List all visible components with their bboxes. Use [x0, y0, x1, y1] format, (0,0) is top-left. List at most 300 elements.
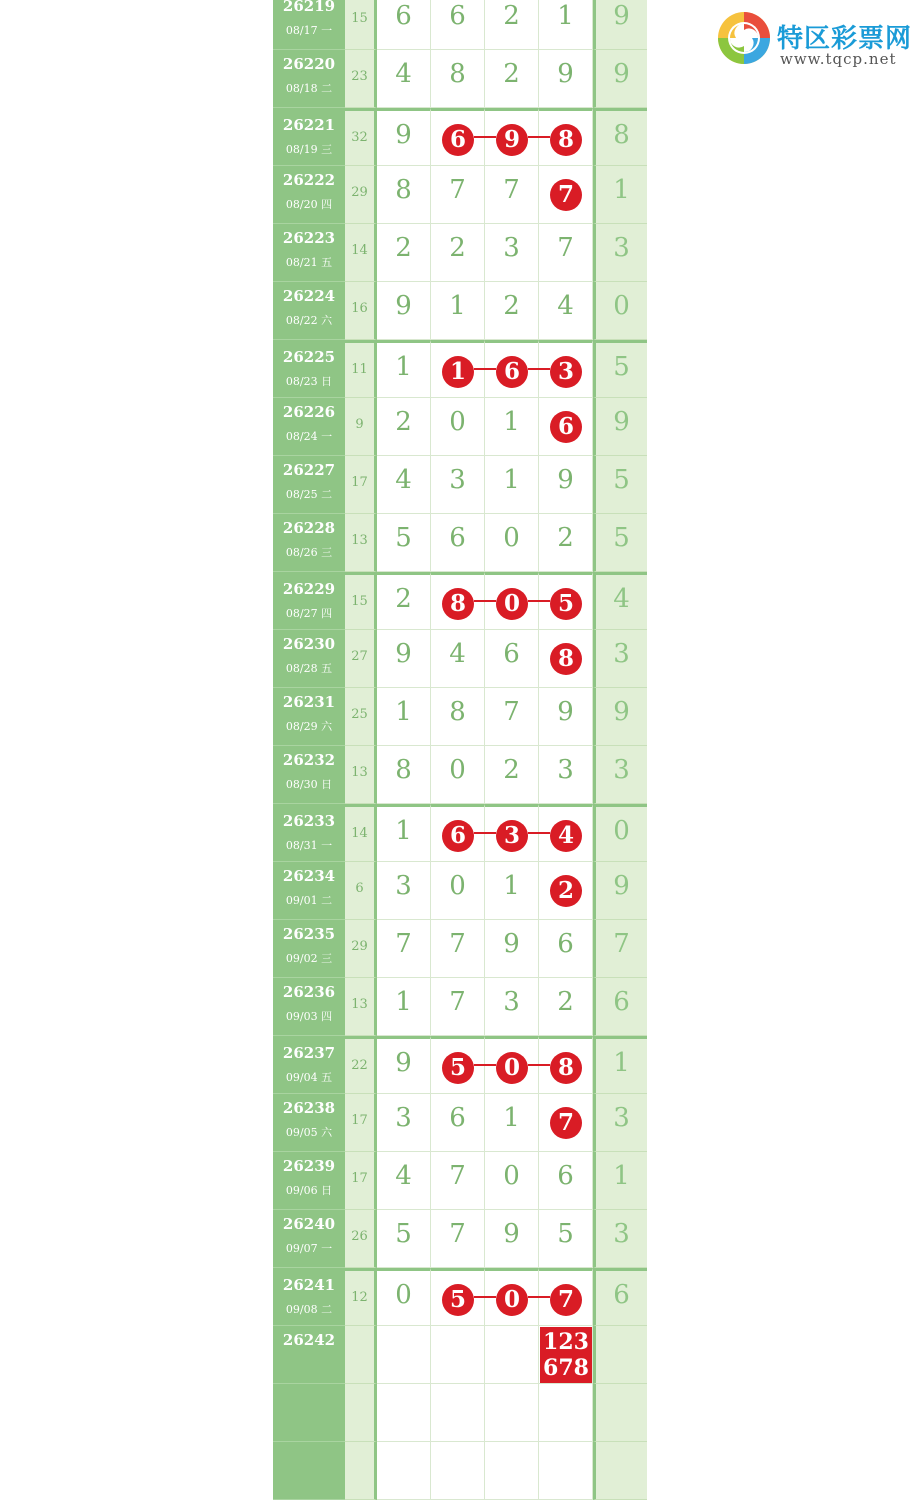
digit-cell: [539, 0, 593, 50]
extra-digit-value: 9: [613, 407, 630, 437]
extra-digit-value: 5: [613, 465, 630, 495]
highlight-ball: 5: [550, 588, 582, 620]
digit-value: 9: [557, 697, 574, 727]
highlight-ball: 5: [442, 1284, 474, 1316]
digit-value: 9: [395, 291, 412, 321]
digit-value: 1: [503, 871, 520, 901]
digit-cell: [431, 224, 485, 282]
highlight-ball: 3: [496, 820, 528, 852]
extra-digit-cell: [593, 746, 647, 804]
digit-cell: [539, 1384, 593, 1442]
issue-cell: [273, 630, 345, 688]
issue-date: 09/07 一: [285, 1242, 333, 1255]
issue-date: 09/06 日: [285, 1184, 333, 1197]
digit-cell: [377, 1094, 431, 1152]
digit-value: 5: [557, 1219, 574, 1249]
extra-digit-value: 5: [613, 523, 630, 553]
digit-cell: [377, 1210, 431, 1268]
issue-number: 26242: [282, 1331, 336, 1349]
sum-cell: [345, 920, 377, 978]
sum-value: 12: [351, 1290, 368, 1305]
issue-date: 08/22 六: [285, 314, 333, 327]
digit-cell: [485, 514, 539, 572]
issue-cell: [273, 282, 345, 340]
table-row: [273, 224, 647, 282]
digit-cell: [377, 978, 431, 1036]
issue-number: 26231: [282, 693, 336, 711]
sum-value: 11: [351, 362, 368, 377]
issue-cell: [273, 50, 345, 108]
issue-cell: [273, 1210, 345, 1268]
extra-digit-value: 9: [613, 697, 630, 727]
digit-value: 7: [557, 233, 574, 263]
issue-date: 08/19 三: [285, 143, 333, 156]
digit-value: 7: [449, 929, 466, 959]
issue-date: 08/30 日: [285, 778, 333, 791]
digit-cell: [377, 862, 431, 920]
digit-value: 5: [395, 523, 412, 553]
digit-cell: [539, 862, 593, 920]
issue-date: 08/27 四: [285, 607, 333, 620]
table-row: [273, 630, 647, 688]
digit-cell: [485, 978, 539, 1036]
digit-cell: [539, 224, 593, 282]
extra-digit-value: 3: [613, 755, 630, 785]
issue-date: 08/28 五: [285, 662, 333, 675]
digit-cell: [377, 282, 431, 340]
issue-date: 08/29 六: [285, 720, 333, 733]
table-row: [273, 1326, 647, 1384]
sum-cell: [345, 514, 377, 572]
prediction-line: 123: [543, 1329, 589, 1355]
sum-cell: [345, 282, 377, 340]
issue-number: 26220: [282, 55, 336, 73]
table-row: [273, 688, 647, 746]
extra-digit-value: 3: [613, 1219, 630, 1249]
table-row: [273, 166, 647, 224]
digit-cell: [377, 1268, 431, 1326]
digit-value: 6: [503, 639, 520, 669]
sum-value: 14: [351, 243, 368, 258]
digit-cell: [431, 978, 485, 1036]
digit-cell: [377, 166, 431, 224]
table-row: [273, 0, 647, 50]
highlight-ball: 0: [496, 1284, 528, 1316]
highlight-ball: 2: [550, 875, 582, 907]
extra-digit-cell: [593, 1036, 647, 1094]
extra-digit-value: 1: [613, 175, 630, 205]
sum-value: 29: [351, 185, 368, 200]
digit-cell: [431, 0, 485, 50]
issue-number: 26236: [282, 983, 336, 1001]
issue-date: 08/20 四: [285, 198, 333, 211]
sum-value: 16: [351, 301, 368, 316]
sum-cell: [345, 688, 377, 746]
digit-value: 3: [503, 987, 520, 1017]
issue-date: 09/04 五: [285, 1071, 333, 1084]
issue-date: 08/23 日: [285, 375, 333, 388]
digit-value: 7: [449, 175, 466, 205]
digit-cell: [377, 340, 431, 398]
sum-cell: [345, 1442, 377, 1500]
digit-cell: [539, 746, 593, 804]
sum-cell: [345, 50, 377, 108]
extra-digit-cell: [593, 456, 647, 514]
digit-value: 8: [395, 755, 412, 785]
digit-cell: [485, 224, 539, 282]
sum-cell: [345, 804, 377, 862]
issue-cell: [273, 862, 345, 920]
issue-cell: [273, 1384, 345, 1442]
issue-date: 08/18 二: [285, 82, 333, 95]
extra-digit-value: 0: [613, 816, 630, 846]
digit-cell: [377, 1442, 431, 1500]
prediction-line: 678: [543, 1355, 589, 1381]
digit-value: 2: [395, 233, 412, 263]
extra-digit-cell: [593, 398, 647, 456]
connector-line: [474, 832, 496, 834]
extra-digit-cell: [593, 1326, 647, 1384]
sum-cell: [345, 224, 377, 282]
digit-cell: [431, 1442, 485, 1500]
table-row: [273, 514, 647, 572]
connector-line: [474, 1296, 496, 1298]
digit-cell: [539, 630, 593, 688]
issue-number: 26233: [282, 812, 336, 830]
site-logo[interactable]: [716, 10, 916, 70]
swirl-logo-icon: [716, 10, 772, 66]
digit-cell: [485, 630, 539, 688]
table-row: [273, 1268, 647, 1326]
extra-digit-cell: [593, 1384, 647, 1442]
extra-digit-cell: [593, 920, 647, 978]
issue-number: 26224: [282, 287, 336, 305]
digit-cell: [431, 688, 485, 746]
sum-cell: [345, 1036, 377, 1094]
digit-cell: [431, 398, 485, 456]
sum-value: 13: [351, 997, 368, 1012]
issue-date: 09/01 二: [285, 894, 333, 907]
issue-cell: [273, 398, 345, 456]
issue-date: 09/02 三: [285, 952, 333, 965]
sum-value: 17: [351, 1113, 368, 1128]
sum-value: 26: [351, 1229, 368, 1244]
digit-cell: [377, 688, 431, 746]
table-row: [273, 1094, 647, 1152]
highlight-ball: 6: [496, 356, 528, 388]
issue-date: 08/21 五: [285, 256, 333, 269]
connector-line: [528, 1064, 550, 1066]
connector-line: [474, 600, 496, 602]
digit-value: 3: [449, 465, 466, 495]
issue-number: 26232: [282, 751, 336, 769]
sum-cell: [345, 572, 377, 630]
digit-cell: [485, 1442, 539, 1500]
digit-cell: [539, 50, 593, 108]
extra-digit-value: 6: [613, 987, 630, 1017]
digit-value: 0: [449, 407, 466, 437]
digit-value: 9: [395, 120, 412, 150]
highlight-ball: 7: [550, 1107, 582, 1139]
digit-cell: [431, 514, 485, 572]
extra-digit-value: 9: [613, 59, 630, 89]
lottery-history-table: [273, 0, 647, 1500]
issue-cell: [273, 1268, 345, 1326]
issue-date: 09/08 二: [285, 1303, 333, 1316]
extra-digit-value: 6: [613, 1280, 630, 1310]
digit-value: 9: [557, 465, 574, 495]
extra-digit-cell: [593, 978, 647, 1036]
sum-value: 6: [355, 881, 364, 896]
issue-number: 26225: [282, 348, 336, 366]
digit-cell: [539, 688, 593, 746]
digit-value: 2: [395, 407, 412, 437]
digit-cell: [377, 746, 431, 804]
digit-cell: [539, 456, 593, 514]
issue-number: 26223: [282, 229, 336, 247]
issue-cell: [273, 224, 345, 282]
extra-digit-cell: [593, 804, 647, 862]
digit-value: 9: [395, 639, 412, 669]
table-row: [273, 1384, 647, 1442]
digit-value: 0: [395, 1280, 412, 1310]
extra-digit-value: 3: [613, 233, 630, 263]
digit-value: 8: [449, 697, 466, 727]
extra-digit-value: 9: [613, 1, 630, 31]
issue-cell: [273, 1442, 345, 1500]
digit-cell: [539, 978, 593, 1036]
digit-cell: [485, 1094, 539, 1152]
issue-cell: [273, 108, 345, 166]
sum-value: 15: [351, 594, 368, 609]
extra-digit-cell: [593, 166, 647, 224]
extra-digit-cell: [593, 1210, 647, 1268]
sum-cell: [345, 398, 377, 456]
issue-cell: [273, 340, 345, 398]
digit-cell: [431, 1210, 485, 1268]
digit-cell: [431, 50, 485, 108]
digit-cell: [539, 1210, 593, 1268]
sum-value: 29: [351, 939, 368, 954]
sum-cell: [345, 862, 377, 920]
digit-cell: [377, 1384, 431, 1442]
digit-value: 6: [395, 1, 412, 31]
digit-value: 1: [557, 1, 574, 31]
digit-value: 1: [503, 407, 520, 437]
extra-digit-value: 1: [613, 1048, 630, 1078]
digit-value: 2: [503, 291, 520, 321]
sum-value: 27: [351, 649, 368, 664]
digit-cell: [377, 224, 431, 282]
highlight-ball: 7: [550, 179, 582, 211]
extra-digit-cell: [593, 0, 647, 50]
extra-digit-cell: [593, 514, 647, 572]
digit-cell: [431, 920, 485, 978]
digit-cell: [485, 166, 539, 224]
sum-cell: [345, 1152, 377, 1210]
digit-value: 7: [449, 987, 466, 1017]
digit-cell: [377, 920, 431, 978]
sum-value: 15: [351, 11, 368, 26]
highlight-ball: 7: [550, 1284, 582, 1316]
issue-number: 26237: [282, 1044, 336, 1062]
digit-cell: [431, 456, 485, 514]
digit-cell: [539, 1152, 593, 1210]
issue-number: 26241: [282, 1276, 336, 1294]
issue-number: 26239: [282, 1157, 336, 1175]
extra-digit-value: 3: [613, 639, 630, 669]
sum-value: 14: [351, 826, 368, 841]
issue-number: 26229: [282, 580, 336, 598]
digit-value: 9: [557, 59, 574, 89]
digit-cell: [431, 1152, 485, 1210]
digit-cell: [539, 1094, 593, 1152]
digit-cell: [431, 630, 485, 688]
sum-cell: [345, 108, 377, 166]
digit-value: 6: [557, 929, 574, 959]
issue-cell: [273, 746, 345, 804]
digit-value: 6: [557, 1161, 574, 1191]
digit-cell: [377, 1152, 431, 1210]
issue-cell: [273, 1094, 345, 1152]
highlight-ball: 8: [550, 1052, 582, 1084]
connector-line: [528, 368, 550, 370]
digit-cell: [485, 0, 539, 50]
issue-number: 26238: [282, 1099, 336, 1117]
highlight-ball: 0: [496, 1052, 528, 1084]
digit-value: 0: [503, 523, 520, 553]
connector-line: [528, 600, 550, 602]
sum-cell: [345, 1210, 377, 1268]
highlight-ball: 6: [442, 124, 474, 156]
table-row: [273, 398, 647, 456]
table-row: [273, 108, 647, 166]
issue-cell: [273, 920, 345, 978]
issue-number: 26230: [282, 635, 336, 653]
digit-value: 2: [503, 59, 520, 89]
digit-cell: [431, 166, 485, 224]
sum-cell: [345, 746, 377, 804]
digit-cell: [377, 456, 431, 514]
issue-number: 26226: [282, 403, 336, 421]
digit-value: 9: [395, 1048, 412, 1078]
digit-value: 4: [449, 639, 466, 669]
digit-cell: [485, 282, 539, 340]
sum-value: 23: [351, 69, 368, 84]
digit-cell: [431, 1384, 485, 1442]
digit-cell: [539, 514, 593, 572]
digit-cell: [485, 1152, 539, 1210]
sum-cell: [345, 1326, 377, 1384]
digit-cell: [485, 1210, 539, 1268]
digit-cell: [485, 1326, 539, 1384]
issue-cell: [273, 688, 345, 746]
extra-digit-value: 7: [613, 929, 630, 959]
extra-digit-cell: [593, 1094, 647, 1152]
issue-number: 26240: [282, 1215, 336, 1233]
connector-line: [528, 832, 550, 834]
digit-value: 2: [557, 987, 574, 1017]
digit-cell: [431, 862, 485, 920]
extra-digit-cell: [593, 1442, 647, 1500]
digit-cell: [377, 630, 431, 688]
extra-digit-value: 0: [613, 291, 630, 321]
sum-cell: [345, 0, 377, 50]
digit-value: 5: [395, 1219, 412, 1249]
digit-value: 0: [503, 1161, 520, 1191]
digit-cell: [485, 862, 539, 920]
highlight-ball: 6: [550, 411, 582, 443]
table-row: [273, 340, 647, 398]
extra-digit-cell: [593, 572, 647, 630]
digit-cell: [485, 746, 539, 804]
digit-value: 9: [503, 1219, 520, 1249]
table-row: [273, 1036, 647, 1094]
table-row: [273, 50, 647, 108]
table-row: [273, 862, 647, 920]
extra-digit-cell: [593, 340, 647, 398]
highlight-ball: 8: [442, 588, 474, 620]
site-url: www.tqcp.net: [780, 50, 897, 68]
issue-date: 08/25 二: [285, 488, 333, 501]
digit-cell: [431, 1094, 485, 1152]
issue-cell: [273, 978, 345, 1036]
digit-value: 3: [395, 871, 412, 901]
extra-digit-cell: [593, 630, 647, 688]
highlight-ball: 8: [550, 124, 582, 156]
highlight-ball: 1: [442, 356, 474, 388]
extra-digit-cell: [593, 862, 647, 920]
sum-value: 13: [351, 533, 368, 548]
sum-value: 22: [351, 1058, 368, 1073]
digit-cell: [539, 398, 593, 456]
extra-digit-value: 4: [613, 584, 630, 614]
issue-number: 26227: [282, 461, 336, 479]
issue-cell: [273, 514, 345, 572]
sum-cell: [345, 1094, 377, 1152]
digit-value: 3: [557, 755, 574, 785]
issue-number: 26219: [282, 0, 336, 15]
digit-value: 3: [503, 233, 520, 263]
digit-value: 7: [449, 1219, 466, 1249]
digit-value: 1: [503, 1103, 520, 1133]
table-row: [273, 572, 647, 630]
digit-cell: [485, 456, 539, 514]
digit-value: 7: [503, 697, 520, 727]
highlight-ball: 0: [496, 588, 528, 620]
digit-value: 4: [395, 465, 412, 495]
digit-cell: [377, 108, 431, 166]
digit-cell: [485, 688, 539, 746]
digit-value: 1: [449, 291, 466, 321]
issue-cell: [273, 1036, 345, 1094]
digit-value: 7: [449, 1161, 466, 1191]
issue-number: 26228: [282, 519, 336, 537]
issue-date: 08/24 一: [285, 430, 333, 443]
highlight-ball: 9: [496, 124, 528, 156]
digit-value: 6: [449, 1, 466, 31]
digit-cell: [377, 0, 431, 50]
digit-cell: [485, 50, 539, 108]
sum-value: 17: [351, 1171, 368, 1186]
extra-digit-cell: [593, 282, 647, 340]
table-row: [273, 282, 647, 340]
digit-cell: [485, 398, 539, 456]
connector-line: [528, 136, 550, 138]
digit-cell: [377, 572, 431, 630]
digit-value: 0: [449, 871, 466, 901]
digit-value: 1: [395, 352, 412, 382]
